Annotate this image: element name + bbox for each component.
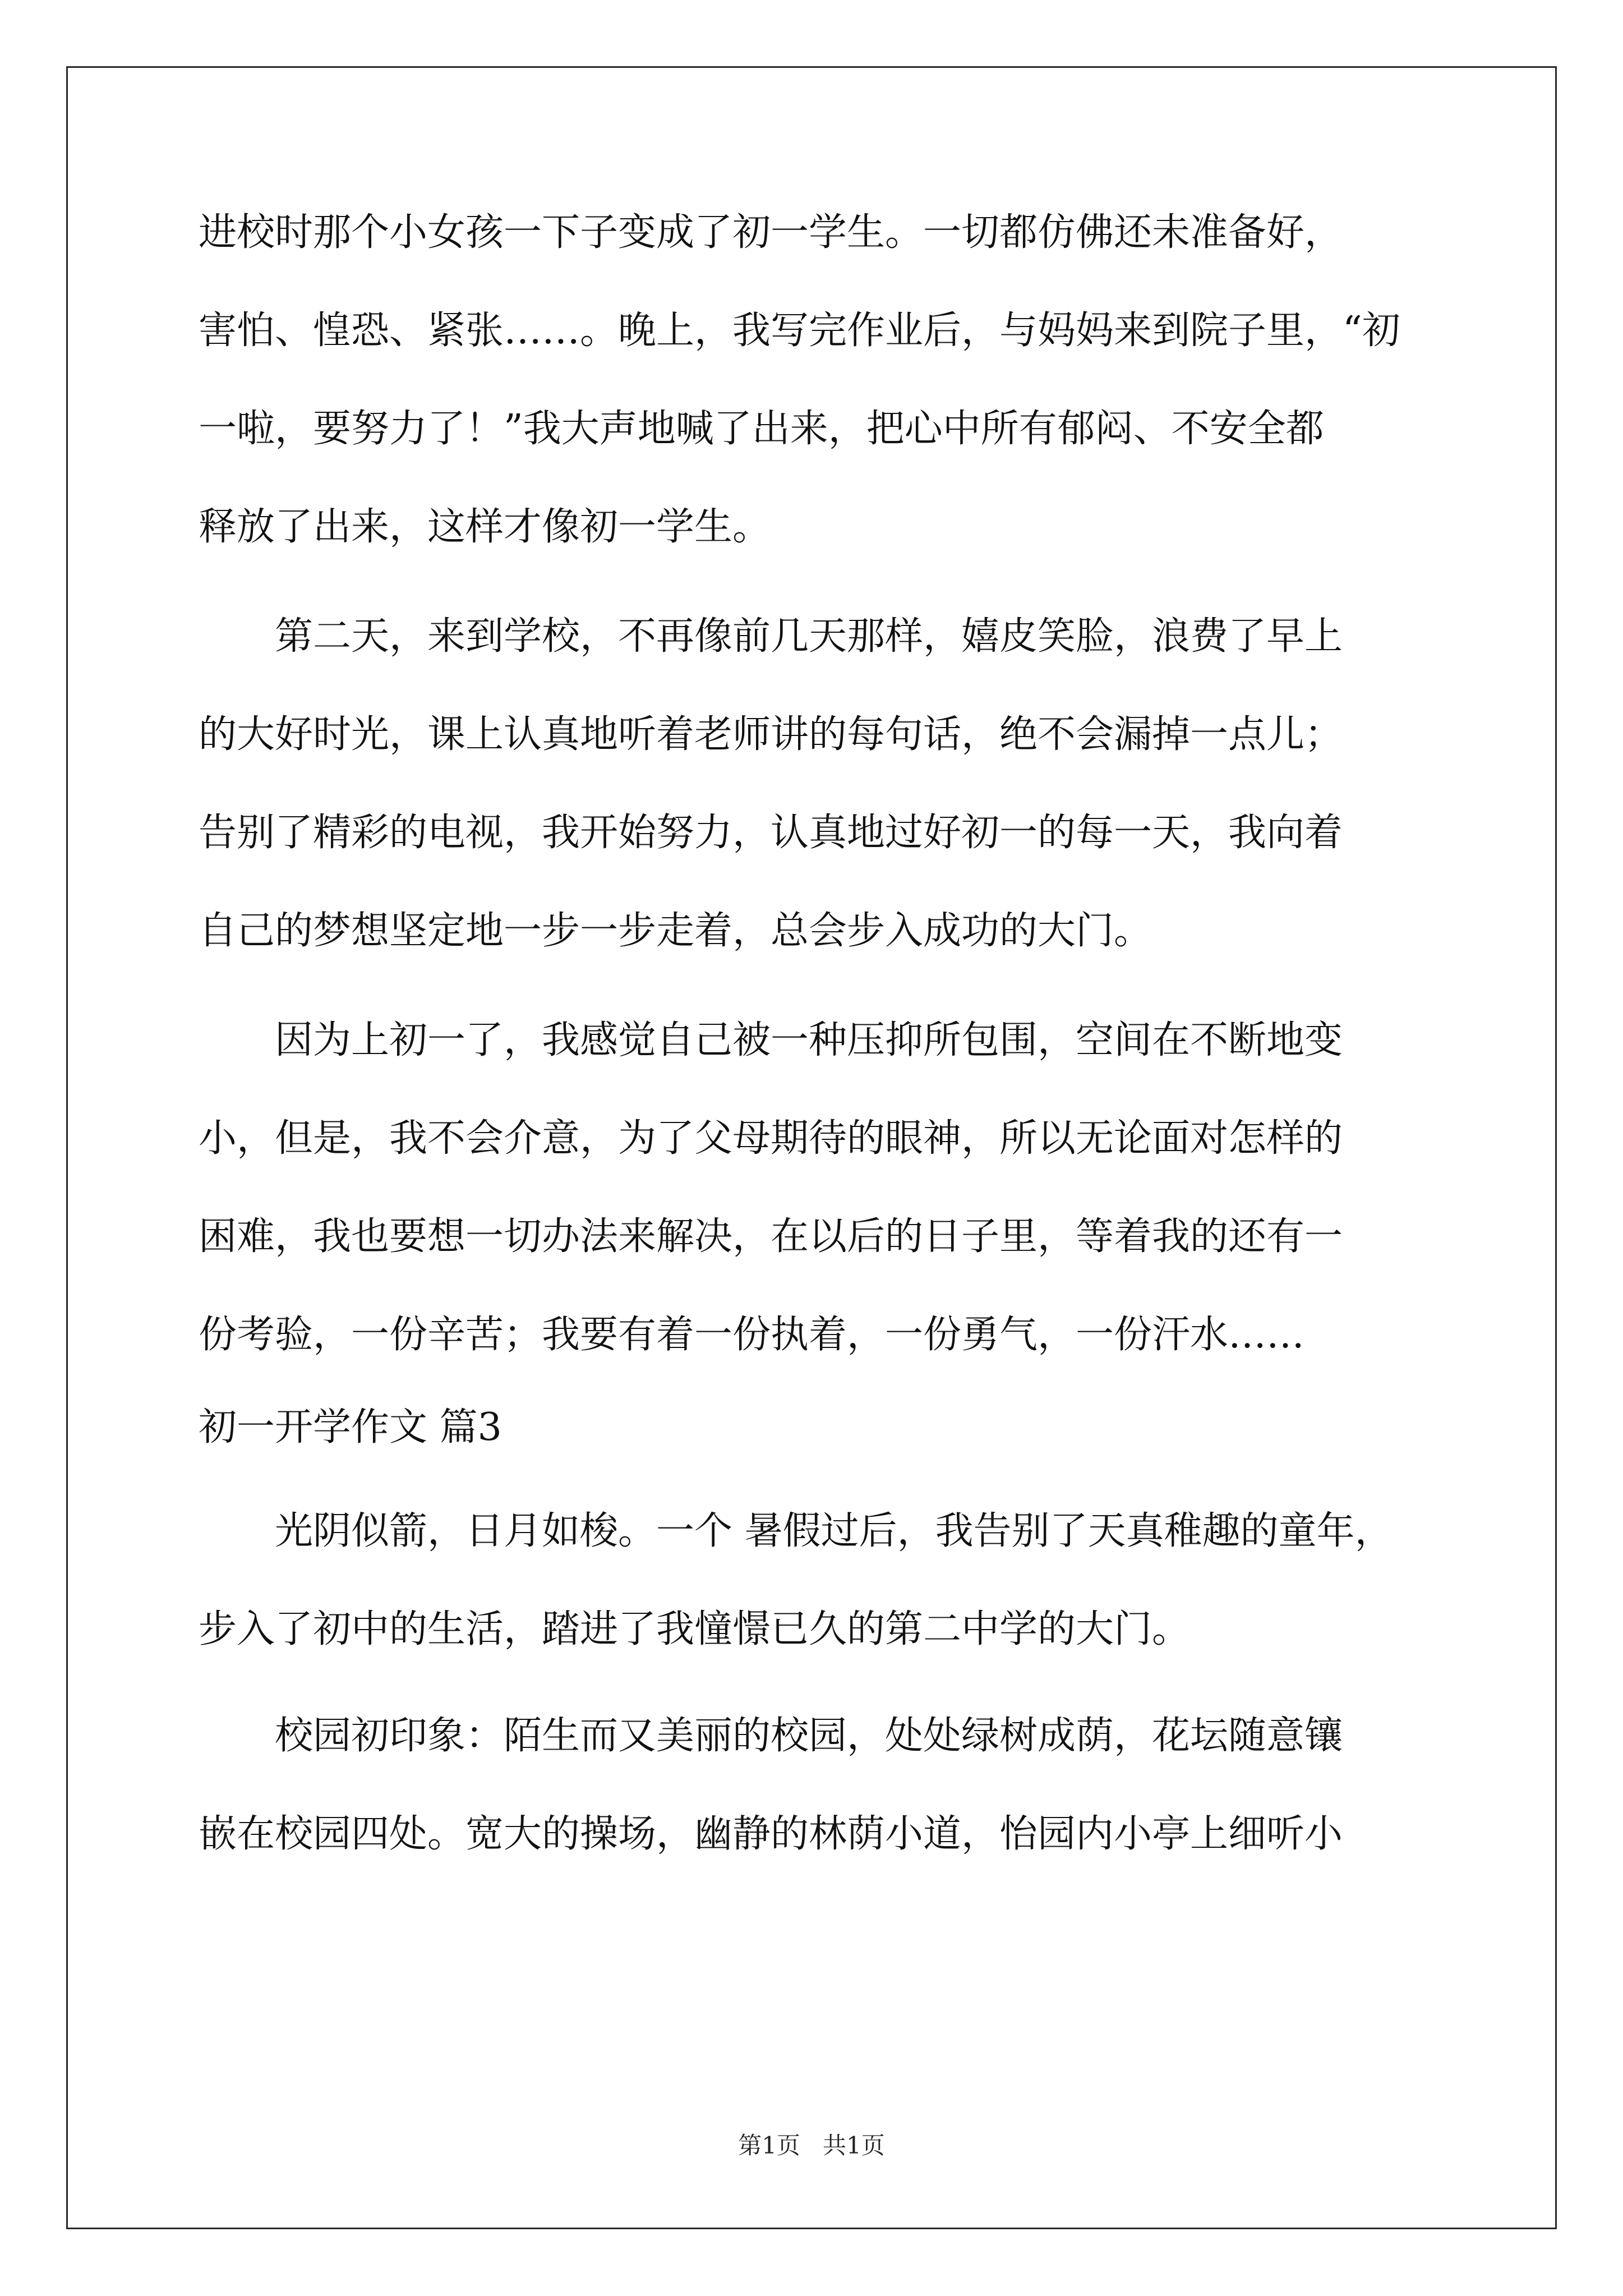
text-line: 的大好时光，课上认真地听着老师讲的每句话，绝不会漏掉一点儿； — [199, 712, 1343, 757]
text-line: 自己的梦想坚定地一步一步走着，总会步入成功的大门。 — [199, 909, 1152, 953]
text-line: 一啦，要努力了！”我大声地喊了出来，把心中所有郁闷、不安全都 — [199, 407, 1324, 451]
text-line: 告别了精彩的电视，我开始努力，认真地过好初一的每一天，我向着 — [199, 811, 1343, 855]
section-heading: 初一开学作文 篇3 — [199, 1405, 502, 1450]
text-line: 校园初印象：陌生而又美丽的校园，处处绿树成荫，花坛随意镶 — [199, 1714, 1343, 1758]
text-line: 光阴似箭，日月如梭。一个 暑假过后，我告别了天真稚趣的童年， — [199, 1509, 1393, 1553]
page-footer: 第1页 共1页 — [738, 2132, 885, 2159]
text-line: 因为上初一了，我感觉自己被一种压抑所包围，空间在不断地变 — [199, 1018, 1343, 1062]
text-line: 进校时那个小女孩一下子变成了初一学生。一切都仿佛还未准备好， — [199, 210, 1343, 255]
text-line: 嵌在校园四处。宽大的操场，幽静的林荫小道，怡园内小亭上细听小 — [199, 1812, 1343, 1856]
text-line: 小，但是，我不会介意，为了父母期待的眼神，所以无论面对怎样的 — [199, 1116, 1343, 1161]
text-line: 释放了出来，这样才像初一学生。 — [199, 505, 771, 549]
text-line: 第二天，来到学校，不再像前几天那样，嬉皮笑脸，浪费了早上 — [199, 614, 1343, 659]
text-line: 困难，我也要想一切办法来解决，在以后的日子里，等着我的还有一 — [199, 1214, 1343, 1259]
text-line: 份考验，一份辛苦；我要有着一份执着，一份勇气，一份汗水…… — [199, 1313, 1305, 1357]
text-line: 害怕、惶恐、紧张……。晚上，我写完作业后，与妈妈来到院子里，“初 — [199, 309, 1400, 353]
text-line: 步入了初中的生活，踏进了我憧憬已久的第二中学的大门。 — [199, 1607, 1191, 1651]
